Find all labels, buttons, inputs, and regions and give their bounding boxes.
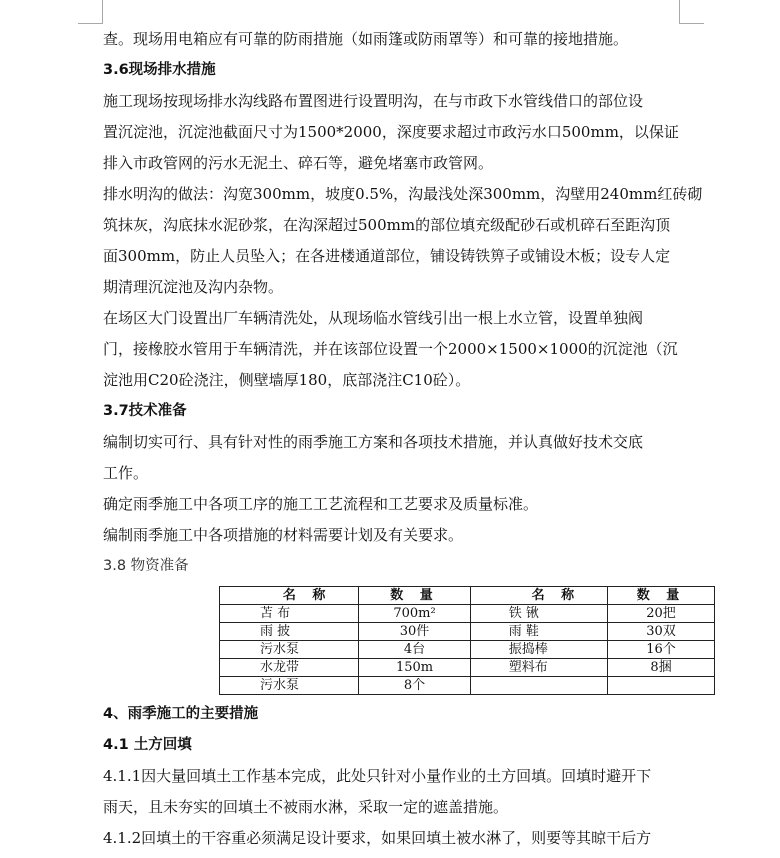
table-cell: 雨 鞋 [470, 623, 607, 641]
table-cell [608, 677, 715, 695]
paragraph-line: 门，接橡胶水管用于车辆清洗，并在该部位设置一个2000×1500×1000的沉淀池（沉 [103, 340, 678, 358]
paragraph-line: 筑抹灰，沟底抹水泥砂浆，在沟深超过500mm的部位填充级配砂石或机碎石至距沟顶 [103, 216, 671, 234]
document-page [103, 24, 703, 582]
table-cell: 污水泵 [220, 677, 359, 695]
paragraph-line: 雨天，且未夯实的回填土不被雨水淋，采取一定的遮盖措施。 [103, 798, 509, 816]
table-cell: 8捆 [608, 659, 715, 677]
table-cell: 苫 布 [220, 605, 359, 623]
paragraph-line: 4.1.2回填土的干容重必须满足设计要求，如果回填土被水淋了，则要等其晾干后方 [103, 829, 652, 847]
crop-mark-top-left-horizontal [78, 23, 103, 24]
table-cell: 塑料布 [470, 659, 607, 677]
section-heading-4-1: 4.1 土方回填 [103, 737, 192, 753]
table-cell: 150m [359, 659, 470, 677]
crop-mark-top-left-vertical [102, 0, 103, 24]
paragraph-line: 编制切实可行、具有针对性的雨季施工方案和各项技术措施，并认真做好技术交底 [103, 433, 644, 451]
table-cell: 雨 披 [220, 623, 359, 641]
table-header-cell: 数 量 [608, 587, 715, 605]
table-header-cell: 名 称 [470, 587, 607, 605]
paragraph-line: 排水明沟的做法：沟宽300mm，坡度0.5%，沟最浅处深300mm，沟壁用240mm红砖砌 [103, 185, 703, 203]
table-cell: 20把 [608, 605, 715, 623]
table-cell: 水龙带 [220, 659, 359, 677]
section-heading-3-8: 3.8 物资准备 [103, 558, 189, 574]
paragraph-line: 期清理沉淀池及沟内杂物。 [103, 278, 284, 296]
table-cell: 污水泵 [220, 641, 359, 659]
table-row [220, 677, 715, 695]
section-heading-4: 4、雨季施工的主要措施 [103, 706, 259, 722]
paragraph-line: 淀池用C20砼浇注，侧壁墙厚180，底部浇注C10砼）。 [103, 371, 471, 389]
paragraph-line: 工作。 [103, 464, 149, 482]
table-cell: 700m² [359, 605, 470, 623]
table-row [220, 623, 715, 641]
table-cell: 8个 [359, 677, 470, 695]
crop-mark-top-right-vertical [679, 0, 680, 24]
materials-table [219, 586, 715, 695]
table-row [220, 659, 715, 677]
section-heading-3-7: 3.7技术准备 [103, 403, 187, 419]
table-cell: 30双 [608, 623, 715, 641]
paragraph-line: 面300mm，防止人员坠入；在各进楼通道部位，铺设铸铁箅子或铺设木板；设专人定 [103, 247, 671, 265]
table-header-cell: 数 量 [359, 587, 470, 605]
paragraph-line: 施工现场按现场排水沟线路布置图进行设置明沟，在与市政下水管线借口的部位设 [103, 92, 644, 110]
paragraph-line: 在场区大门设置出厂车辆清洗处，从现场临水管线引出一根上水立管，设置单独阀 [103, 309, 644, 327]
table-header-cell: 名 称 [220, 587, 359, 605]
paragraph-line: 确定雨季施工中各项工序的施工工艺流程和工艺要求及质量标准。 [103, 495, 539, 513]
table-cell: 16个 [608, 641, 715, 659]
table-cell: 30件 [359, 623, 470, 641]
document-page-continued [103, 699, 688, 854]
paragraph-line: 4.1.1因大量回填土工作基本完成，此处只针对小量作业的土方回填。回填时避开下 [103, 767, 652, 785]
table-row [220, 641, 715, 659]
table-header-row [220, 587, 715, 605]
paragraph-line: 排入市政管网的污水无泥土、碎石等，避免堵塞市政管网。 [103, 154, 494, 172]
table-cell: 振捣棒 [470, 641, 607, 659]
paragraph-line: 置沉淀池，沉淀池截面尺寸为1500*2000，深度要求超过市政污水口500mm，以保证 [103, 123, 679, 141]
table-cell: 铁 锹 [470, 605, 607, 623]
table-cell [470, 677, 607, 695]
paragraph-line: 查。现场用电箱应有可靠的防雨措施（如雨篷或防雨罩等）和可靠的接地措施。 [103, 30, 629, 48]
paragraph-line: 编制雨季施工中各项措施的材料需要计划及有关要求。 [103, 526, 464, 544]
section-heading-3-6: 3.6现场排水措施 [103, 62, 216, 78]
table-cell: 4台 [359, 641, 470, 659]
table-row [220, 605, 715, 623]
